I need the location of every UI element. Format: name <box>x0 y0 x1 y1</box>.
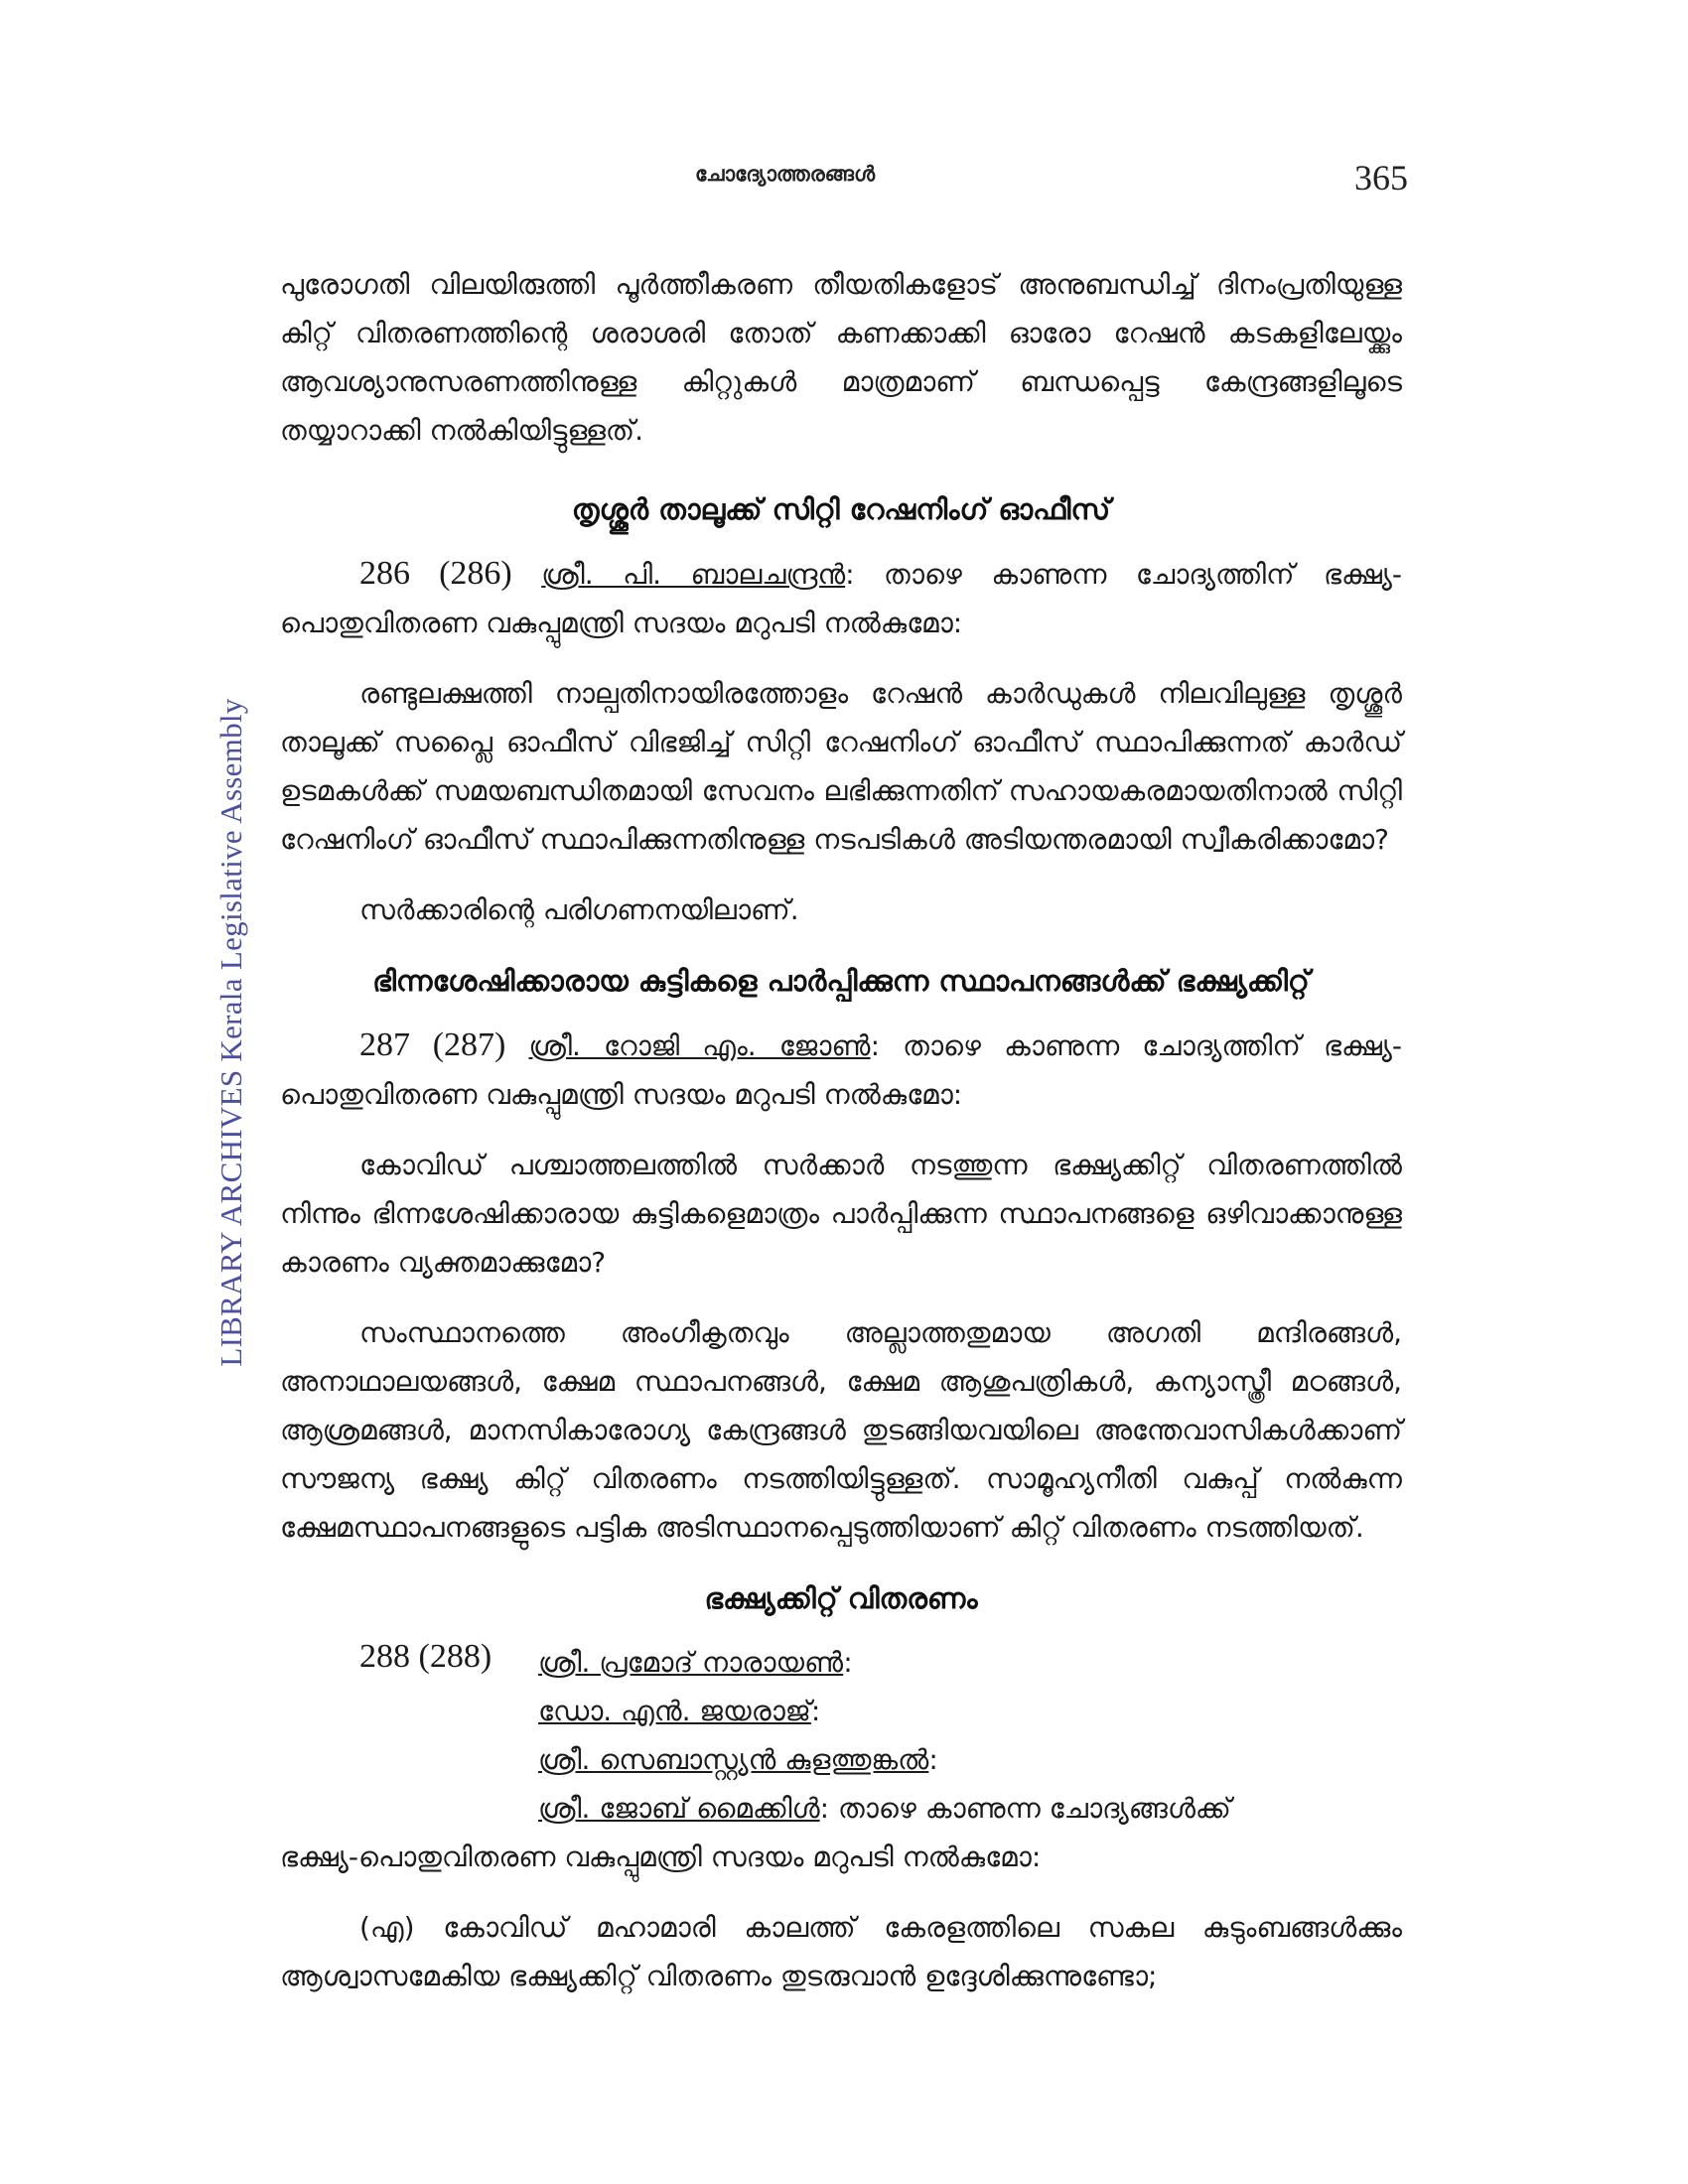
q286-member: ശ്രീ. പി. ബാലചന്ദ്രൻ <box>541 558 846 591</box>
q286-question-intro <box>280 549 1402 647</box>
q288-request-line2: ഭക്ഷ്യ-പൊതുവിതരണ വകുപ്പുമന്ത്രി സദയം മറുപടി നൽകുമോ: <box>280 1841 1042 1873</box>
running-head: ചോദ്യോത്തരങ്ങൾ <box>695 162 876 186</box>
q286-request: : താഴെ കാണുന്ന ചോദ്യത്തിന് ഭക്ഷ്യ-പൊതുവിതരണ വകുപ്പുമന്ത്രി സദയം മറുപടി നൽകുമോ: <box>280 558 1402 639</box>
q287-question-intro <box>280 1021 1402 1119</box>
q287-number: 287 (287) <box>359 1026 506 1063</box>
q287-member: ശ്രീ. റോജി എം. ജോൺ <box>528 1029 871 1062</box>
q287-request: : താഴെ കാണുന്ന ചോദ്യത്തിന് ഭക്ഷ്യ-പൊതുവിതരണ വകുപ്പുമന്ത്രി സദയം മറുപടി നൽകുമോ: <box>280 1029 1402 1111</box>
q287-heading: ഭിന്നശേഷിക്കാരായ കുട്ടികളെ പാർപ്പിക്കുന്ന സ്ഥാപനങ്ങൾക്ക് ഭക്ഷ്യക്കിറ്റ് <box>372 964 1310 998</box>
page-body <box>280 260 1402 2000</box>
q288-heading: ഭക്ഷ്യക്കിറ്റ് വിതരണം <box>704 1581 978 1615</box>
q286-question: രണ്ടുലക്ഷത്തി നാല്പതിനായിരത്തോളം റേഷൻ കാർഡുകൾ നിലവിലുള്ള തൃശ്ശൂർ താലൂക്ക് സപ്ലൈ ഓഫീസ് വിഭജിച്ച് സിറ്റി റേഷനിംഗ് ഓഫീസ് സ്ഥാപിക്കുന്നത് കാർഡ് ഉടമകൾക്ക് സമയബന്ധിതമായി സേവനം ലഭിക്കുന്നതിന് സഹായകരമായതിനാൽ സിറ്റി റേഷനിംഗ് ഓഫീസ് സ്ഥാപിക്കുന്നതിനുള്ള നടപടികൾ അടിയന്തരമായി സ്വീകരിക്കാമോ? <box>280 677 1402 856</box>
q288-question-intro <box>280 1638 1402 1833</box>
q286-answer: സർക്കാരിന്റെ പരിഗണനയിലാണ്. <box>359 893 799 926</box>
q288-number: 288 (288) <box>359 1638 492 1675</box>
library-archives-watermark: LIBRARY ARCHIVES Kerala Legislative Assembly <box>213 698 248 1367</box>
q287-question: കോവിഡ് പശ്ചാത്തലത്തിൽ സർക്കാർ നടത്തുന്ന ഭക്ഷ്യക്കിറ്റ് വിതരണത്തിൽ നിന്നും ഭിന്നശേഷിക്കാരായ കുട്ടികളെമാത്രം പാർപ്പിക്കുന്ന സ്ഥാപനങ്ങളെ ഒഴിവാക്കാനുള്ള കാരണം വ്യക്തമാക്കുമോ? <box>280 1149 1402 1279</box>
q286-heading: തൃശ്ശൂർ താലൂക്ക് സിറ്റി റേഷനിംഗ് ഓഫീസ് <box>571 492 1111 526</box>
q286-number: 286 (286) <box>359 555 512 592</box>
q288-question-a: (എ) കോവിഡ് മഹാമാരി കാലത്ത് കേരളത്തിലെ സകല കുടുംബങ്ങൾക്കും ആശ്വാസമേകിയ ഭക്ഷ്യക്കിറ്റ് വിതരണം തുടരുവാൻ ഉദ്ദേശിക്കുന്നുണ്ടോ; <box>280 1911 1403 1992</box>
page-number: 365 <box>1354 158 1408 198</box>
q287-answer: സംസ്ഥാനത്തെ അംഗീകൃതവും അല്ലാത്തതുമായ അഗതി മന്ദിരങ്ങൾ, അനാഥാലയങ്ങൾ, ക്ഷേമ സ്ഥാപനങ്ങൾ, ക്ഷേമ ആശുപത്രികൾ, കന്യാസ്ത്രീ മഠങ്ങൾ, ആശ്രമങ്ങൾ, മാനസികാരോഗ്യ കേന്ദ്രങ്ങൾ തുടങ്ങിയവയിലെ അന്തേവാസികൾക്കാണ് സൗജന്യ ഭക്ഷ്യ കിറ്റ് വിതരണം നടത്തിയിട്ടുള്ളത്. സാമൂഹ്യനീതി വകുപ്പ് നൽകുന്ന ക്ഷേമസ്ഥാപനങ്ങളുടെ പട്ടിക അടിസ്ഥാനപ്പെടുത്തിയാണ് കിറ്റ് വിതരണം നടത്തിയത്. <box>280 1316 1402 1544</box>
q288-member-3: ശ്രീ. സെബാസ്റ്റ്യൻ കുളത്തുങ്കൽ: <box>538 1743 938 1776</box>
q288-member-2: ഡോ. എൻ. ജയരാജ്: <box>538 1695 821 1727</box>
q288-member-4: ശ്രീ. ജോബ് മൈക്കിൾ: താഴെ കാണുന്ന ചോദ്യങ്ങൾക്ക് <box>538 1792 1231 1825</box>
q288-member-1: ശ്രീ. പ്രമോദ് നാരായൺ: <box>538 1646 853 1679</box>
intro-paragraph: പുരോഗതി വിലയിരുത്തി പൂർത്തീകരണ തീയതികളോട് അനുബന്ധിച്ച് ദിനംപ്രതിയുള്ള കിറ്റ് വിതരണത്തിന്റെ ശരാശരി തോത് കണക്കാക്കി ഓരോ റേഷൻ കടകളിലേയ്ക്കും ആവശ്യാനുസരണത്തിനുള്ള കിറ്റുകൾ മാത്രമാണ് ബന്ധപ്പെട്ട കേന്ദ്രങ്ങളിലൂടെ തയ്യാറാക്കി നൽകിയിട്ടുള്ളത്. <box>280 268 1402 447</box>
